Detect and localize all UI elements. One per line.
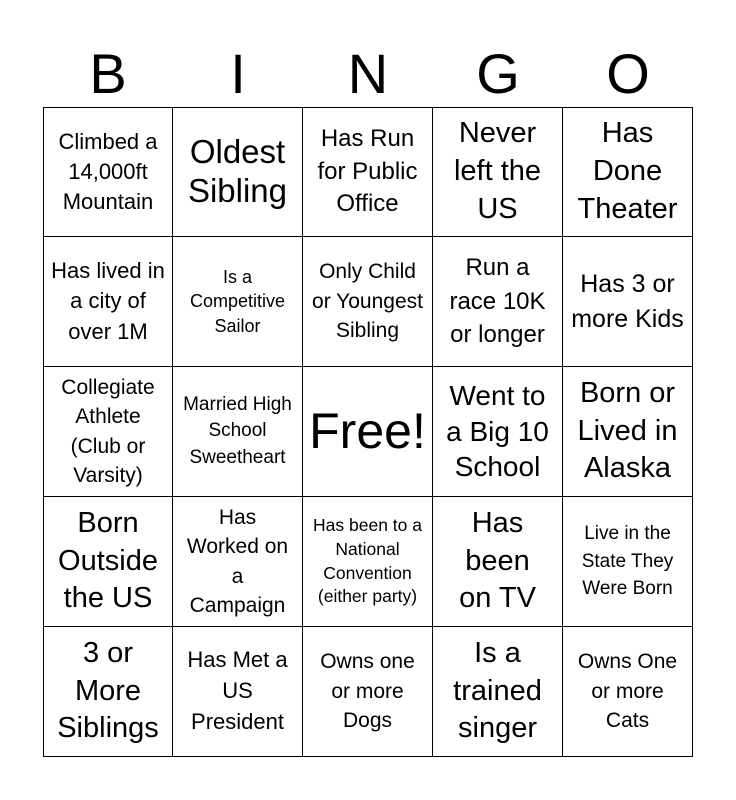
bingo-cell-r4-c1[interactable] — [43, 497, 173, 627]
header-letter-b: B — [89, 42, 127, 105]
header-letter-g: G — [476, 42, 520, 105]
bingo-cell-r1-c5[interactable] — [563, 107, 693, 237]
bingo-cell-r3-c5[interactable] — [563, 367, 693, 497]
bingo-cell-r2-c3[interactable] — [303, 237, 433, 367]
bingo-cell-text: Has been on TV — [459, 506, 536, 615]
bingo-cell-r2-c4[interactable] — [433, 237, 563, 367]
bingo-cell-text: Is a trained singer — [453, 636, 542, 745]
header-letter-o: O — [606, 42, 650, 105]
bingo-cell-r5-c3[interactable] — [303, 627, 433, 757]
bingo-cell-text: Has Worked on a Campaign — [186, 505, 289, 617]
bingo-cell-r1-c4[interactable] — [433, 107, 563, 237]
bingo-cell-text: Went to a Big 10 School — [446, 379, 549, 483]
bingo-cell-text: Has been to a National Convention (either party) — [313, 515, 422, 607]
bingo-cell-r4-c4[interactable] — [433, 497, 563, 627]
bingo-cell-r3-c3[interactable] — [303, 367, 433, 497]
bingo-cell-r5-c5[interactable] — [563, 627, 693, 757]
bingo-cell-r2-c5[interactable] — [563, 237, 693, 367]
bingo-cell-text: Has 3 or more Kids — [571, 269, 684, 333]
bingo-cell-r1-c3[interactable] — [303, 107, 433, 237]
bingo-cell-r3-c2[interactable] — [173, 367, 303, 497]
bingo-cell-r4-c5[interactable] — [563, 497, 693, 627]
bingo-cell-text: Born or Lived in Alaska — [577, 376, 678, 485]
bingo-cell-text: Live in the State They Were Born — [581, 523, 674, 600]
bingo-cell-text: Born Outside the US — [58, 506, 158, 615]
bingo-cell-text: Oldest Sibling — [187, 133, 288, 209]
bingo-cell-r5-c2[interactable] — [173, 627, 303, 757]
bingo-cell-text: Has Met a US President — [187, 647, 288, 734]
bingo-cell-text: Married High School Sweetheart — [183, 393, 292, 468]
header-letter-i: I — [230, 42, 246, 105]
bingo-header — [43, 40, 693, 108]
bingo-cell-r4-c3[interactable] — [303, 497, 433, 627]
bingo-cell-text: Has Done Theater — [577, 117, 678, 225]
bingo-cell-r3-c1[interactable] — [43, 367, 173, 497]
bingo-cell-text: Only Child or Youngest Sibling — [312, 260, 423, 343]
bingo-cell-r2-c1[interactable] — [43, 237, 173, 367]
bingo-cell-r3-c4[interactable] — [433, 367, 563, 497]
bingo-cell-r5-c4[interactable] — [433, 627, 563, 757]
bingo-cell-text: Has lived in a city of over 1M — [51, 258, 165, 344]
bingo-cell-text: Climbed a 14,000ft Mountain — [58, 128, 158, 215]
bingo-cell-text: Never left the US — [453, 117, 542, 225]
bingo-cell-text: 3 or More Siblings — [57, 636, 159, 745]
bingo-cell-r2-c2[interactable] — [173, 237, 303, 367]
bingo-cell-text: Collegiate Athlete (Club or Varsity) — [61, 375, 155, 487]
bingo-cell-text: Is a Competitive Sailor — [189, 267, 286, 336]
bingo-cell-text: Has Run for Public Office — [317, 125, 418, 218]
bingo-cell-text: Run a race 10K or longer — [449, 254, 546, 349]
bingo-cell-text: Owns one or more Dogs — [320, 650, 415, 733]
bingo-cell-r1-c2[interactable] — [173, 107, 303, 237]
header-letter-n: N — [347, 42, 389, 105]
bingo-board — [43, 107, 693, 757]
bingo-cell-r5-c1[interactable] — [43, 627, 173, 757]
bingo-cell-text: Owns One or more Cats — [577, 650, 678, 733]
bingo-cell-r1-c1[interactable] — [43, 107, 173, 237]
bingo-cell-text: Free! — [309, 403, 426, 459]
bingo-cell-r4-c2[interactable] — [173, 497, 303, 627]
